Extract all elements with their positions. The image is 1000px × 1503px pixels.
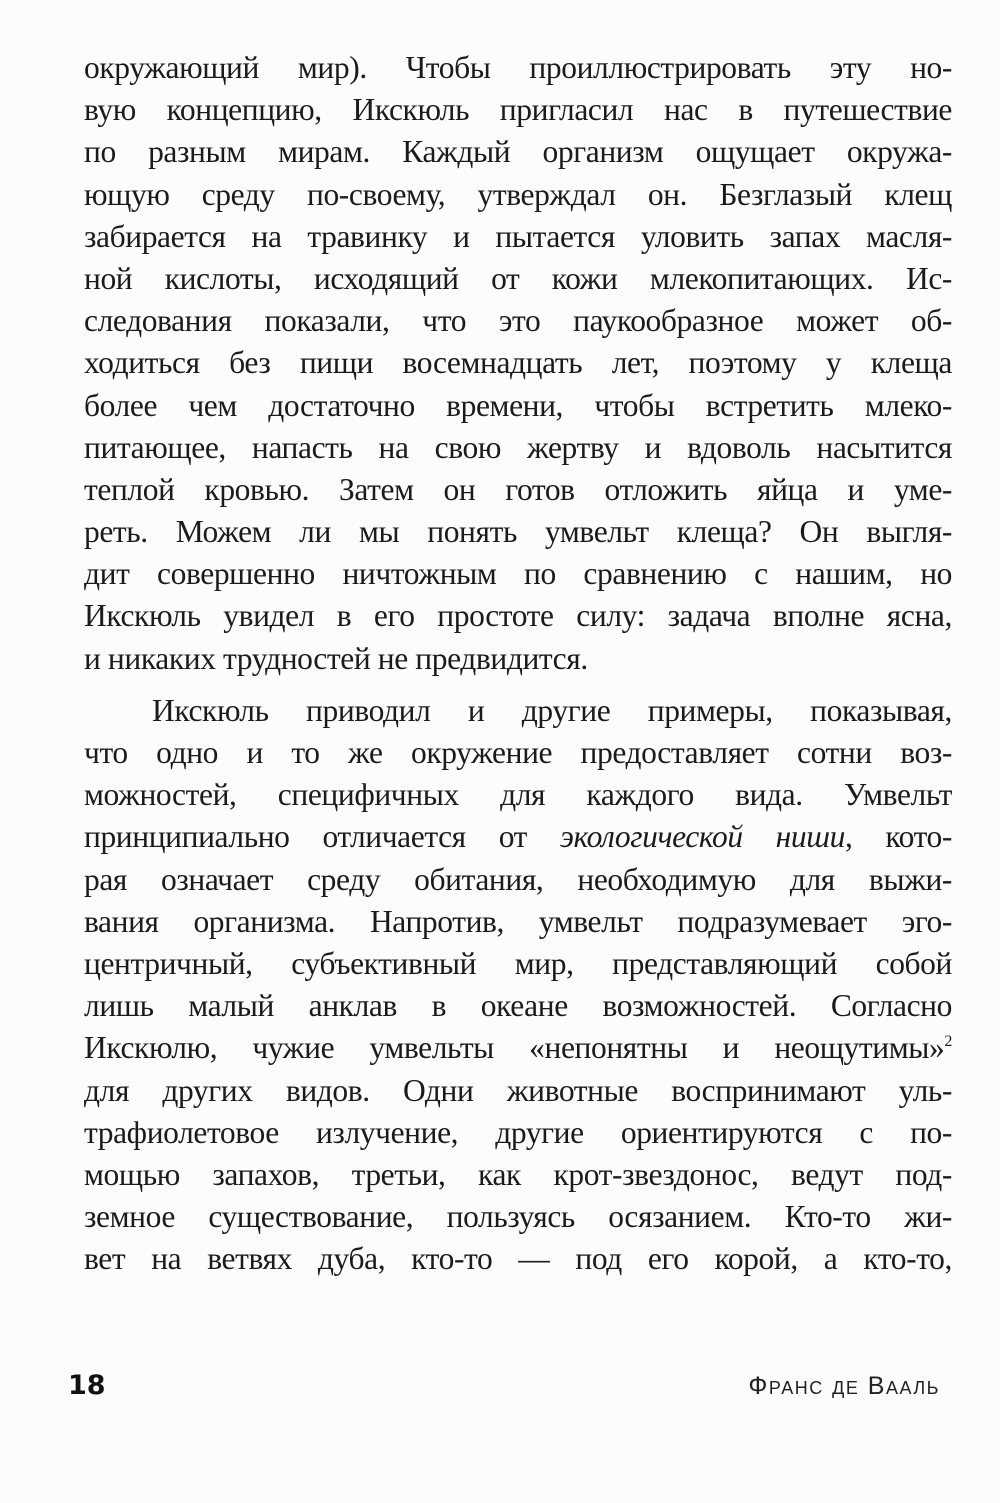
text-line: земное существование, пользуясь осязанием. Кто-то жи- [84,1199,952,1235]
text-line: дит совершенно ничтожным по сравнению с нашим, но [84,556,952,592]
text-line: и никаких трудностей не предвидится. [84,640,588,676]
text-line: лишь малый анклав в океане возможностей. Согласно [84,988,952,1024]
text-line: ной кислоты, исходящий от кожи млекопитающих. Ис- [84,260,952,296]
italic-term: экологической ниши [559,819,845,855]
text-line: трафиолетовое излучение, другие ориентируются с по- [84,1114,952,1150]
text-run: Икскюлю, чужие умвельты «непонятны и неощутимы» [84,1030,945,1066]
running-author: Франс де Вааль [748,1372,940,1400]
text-line: вую концепцию, Икскюль пригласил нас в путешествие [84,92,952,128]
text-line: питающее, напасть на свою жертву и вдоволь насытится [84,429,952,465]
body-text [84,47,952,1280]
text-line: Икскюль приводил и другие примеры, показывая, [152,692,952,728]
text-line: окружающий мир). Чтобы проиллюстрировать эту но- [84,50,952,85]
text-line: реть. Можем ли мы понять умвельт клеща? Он выгля- [84,514,952,550]
text-line: для других видов. Одни животные воспринимают уль- [84,1072,952,1108]
text-line: вет на ветвях дуба, кто-то — под его корой, а кто-то, [84,1241,952,1277]
text-line: по разным мирам. Каждый организм ощущает окружа- [84,134,952,170]
text-line: можностей, специфичных для каждого вида. Умвельт [84,777,952,813]
paragraph-2 [84,690,952,1281]
page-footer [68,1370,940,1410]
text-line: что одно и то же окружение предоставляет сотни воз- [84,735,952,770]
text-line [84,1027,952,1069]
text-line: рая означает среду обитания, необходимую для выжи- [84,861,952,897]
text-line: теплой кровью. Затем он готов отложить яйца и уме- [84,471,952,507]
text-line: более чем достаточно времени, чтобы встретить млеко- [84,387,952,423]
text-line [84,816,952,858]
text-run: принципиально отличается от [84,819,560,855]
text-line: Икскюль увидел в его простоте силу: задача вполне ясна, [84,598,952,634]
text-line: следования показали, что это паукообразное может об- [84,303,952,339]
footnote-marker[interactable]: 2 [944,1033,952,1051]
text-run: , кото- [844,819,952,855]
text-line: мощью запахов, третьи, как крот-звездонос, ведут под- [84,1156,952,1192]
page-number: 18 [68,1370,106,1401]
text-line: забирается на травинку и пытается уловить запах масля- [84,218,952,254]
text-line: ходиться без пищи восемнадцать лет, поэтому у клеща [84,345,952,381]
text-line: центричный, субъективный мир, представляющий собой [84,945,952,981]
text-line: вания организма. Напротив, умвельт подразумевает эго- [84,903,952,939]
text-line: ющую среду по-своему, утверждал он. Безглазый клещ [84,176,952,212]
paragraph-1 [84,47,952,680]
